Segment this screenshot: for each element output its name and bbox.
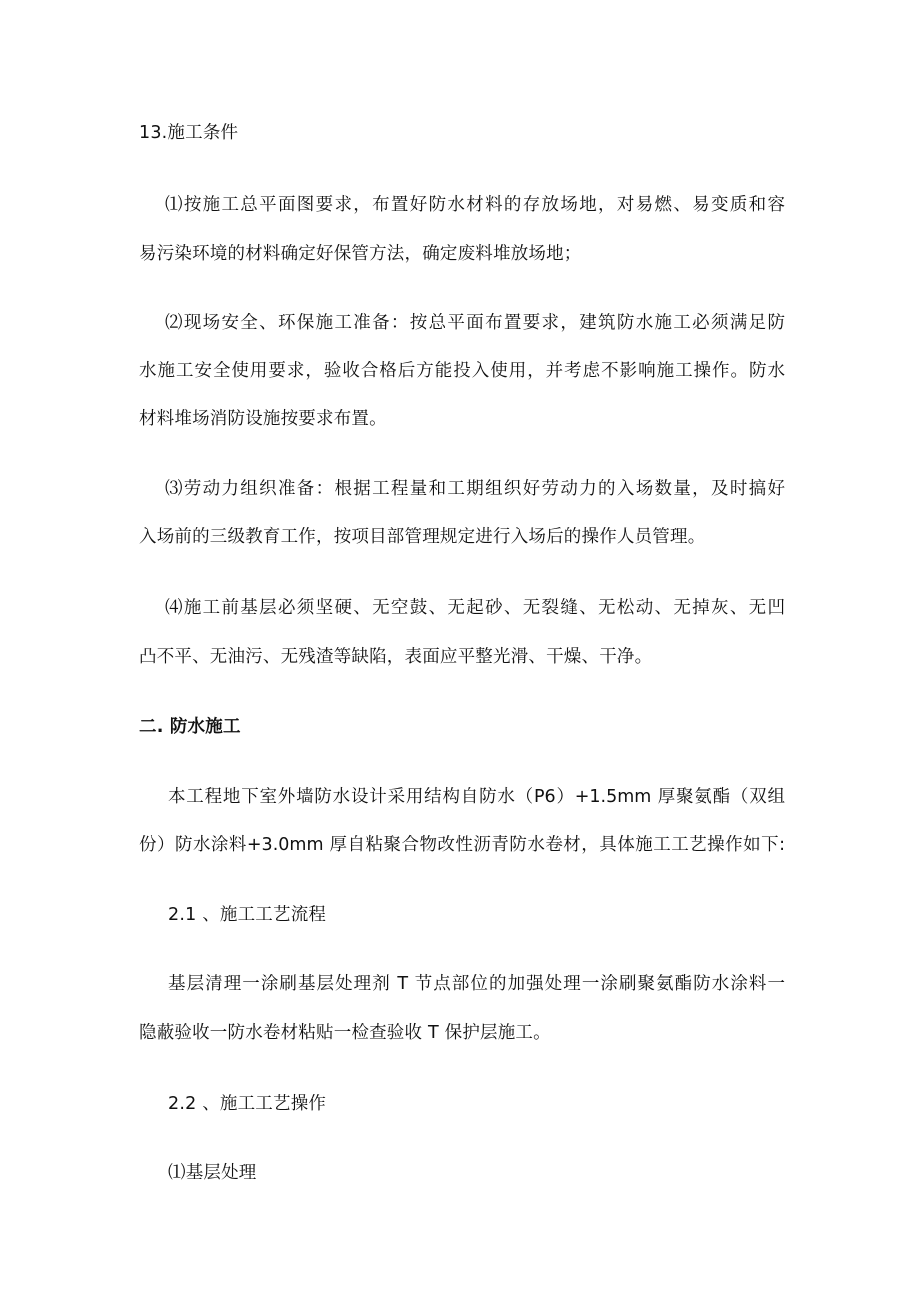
intro-line-2: 份）防水涂料+3.0mm 厚自粘聚合物改性沥青防水卷材，具体施工工艺操作如下:	[139, 835, 785, 855]
subsection-2-2-title: 2.2 、施工工艺操作	[168, 1094, 327, 1114]
item-2-line-1: ⑵现场安全、环保施工准备：按总平面布置要求，建筑防水施工必须满足防	[165, 313, 785, 333]
section-2-title: 二. 防水施工	[139, 717, 241, 737]
item-3-line-1: ⑶劳动力组织准备：根据工程量和工期组织好劳动力的入场数量，及时搞好	[165, 479, 785, 499]
flow-line-2: 隐蔽验收一防水卷材粘贴一检查验收 T 保护层施工。	[139, 1023, 551, 1043]
section-13-title: 13.施工条件	[139, 123, 239, 143]
item-4-line-1: ⑷施工前基层必须坚硬、无空鼓、无起砂、无裂缝、无松动、无掉灰、无凹	[165, 598, 785, 618]
flow-line-1: 基层清理一涂刷基层处理剂 T 节点部位的加强处理一涂刷聚氨酯防水涂料一	[168, 974, 785, 994]
subsection-2-1-title: 2.1 、施工工艺流程	[168, 905, 327, 925]
item-2-line-3: 材料堆场消防设施按要求布置。	[139, 409, 387, 429]
item-base-treatment: ⑴基层处理	[168, 1163, 257, 1183]
intro-line-1: 本工程地下室外墙防水设计采用结构自防水（P6）+1.5mm 厚聚氨酯（双组	[168, 787, 785, 807]
item-1-line-1: ⑴按施工总平面图要求，布置好防水材料的存放场地，对易燃、易变质和容	[165, 195, 785, 215]
item-2-line-2: 水施工安全使用要求，验收合格后方能投入使用，并考虑不影响施工操作。防水	[139, 361, 785, 381]
item-4-line-2: 凸不平、无油污、无残渣等缺陷，表面应平整光滑、干燥、干净。	[139, 647, 653, 667]
item-1-line-2: 易污染环境的材料确定好保管方法，确定废料堆放场地；	[139, 244, 582, 264]
item-3-line-2: 入场前的三级教育工作，按项目部管理规定进行入场后的操作人员管理。	[139, 527, 706, 547]
